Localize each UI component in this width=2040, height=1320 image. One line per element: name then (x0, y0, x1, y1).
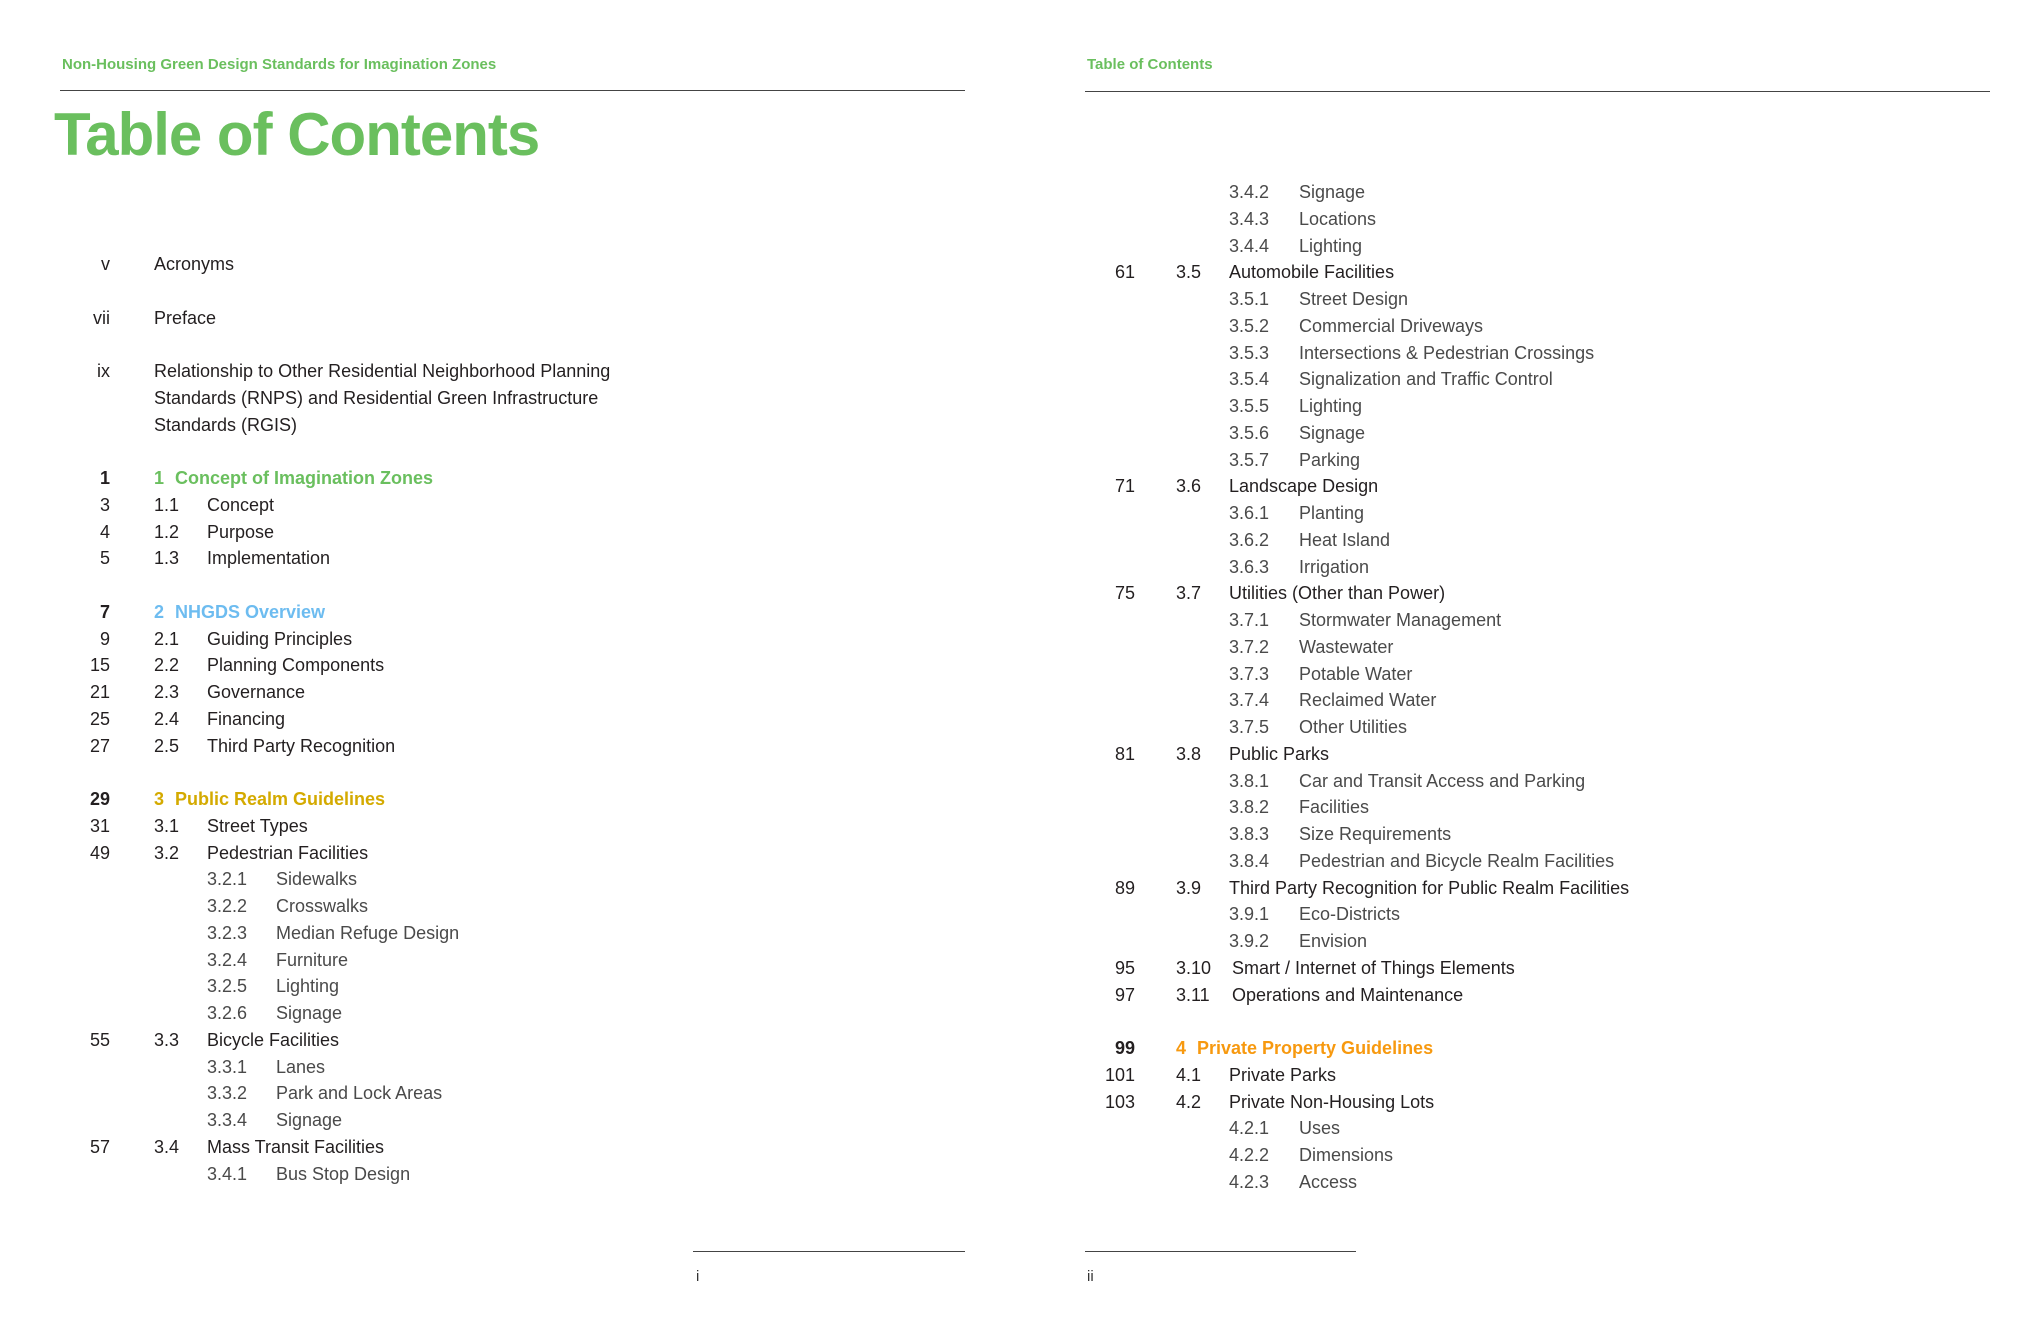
toc-section-title: Governance (207, 682, 306, 702)
toc-subsection-number: 3.3.2 (207, 1083, 248, 1104)
toc-section-number: 2.1 (154, 628, 180, 649)
toc-section-title: Private Parks (1229, 1064, 1337, 1085)
toc-page-number: 31 (89, 815, 110, 836)
running-head: Table of Contents (1087, 56, 1213, 73)
toc-subsection-number: 3.9.2 (1229, 931, 1270, 951)
toc-subsection-title: Envision (1299, 931, 1368, 951)
toc-section-number: 4.2 (1176, 1091, 1202, 1112)
toc-subsection-title: Dimensions (1299, 1145, 1394, 1165)
toc-subsection-number: 4.2.2 (1229, 1145, 1270, 1165)
toc-page-number: 97 (1114, 984, 1135, 1005)
toc-entry-title: Standards (RNPS) and Residential Green Infrastructure (154, 387, 599, 408)
toc-section-number: 4.1 (1176, 1064, 1202, 1085)
toc-subsection-number: 3.8.2 (1229, 797, 1270, 818)
toc-subsection-number: 3.2.4 (207, 949, 248, 970)
toc-page-number: 99 (1114, 1038, 1135, 1058)
toc-subsection-number: 3.4.2 (1229, 182, 1270, 202)
toc-page-number: 29 (89, 789, 110, 809)
toc-subsection-title: Access (1299, 1171, 1358, 1192)
toc-subsection-number: 3.5.6 (1229, 422, 1270, 443)
toc-subsection-title: Locations (1299, 208, 1377, 229)
toc-subsection-number: 3.8.4 (1229, 850, 1270, 871)
toc-section-title: Third Party Recognition (207, 735, 396, 756)
toc-subsection-number: 3.8.1 (1229, 770, 1270, 791)
toc-section-number: 3.9 (1176, 877, 1202, 898)
toc-subsection-number: 3.5.5 (1229, 396, 1270, 416)
toc-section-title: Automobile Facilities (1229, 262, 1395, 283)
toc-subsection-title: Lanes (276, 1056, 326, 1077)
toc-subsection-number: 3.5.4 (1229, 369, 1270, 390)
toc-section-number: 2.3 (154, 682, 180, 702)
toc-section-title: Bicycle Facilities (207, 1029, 340, 1050)
toc-section-number: 3.8 (1176, 743, 1202, 764)
toc-section-number: 2.2 (154, 655, 180, 676)
page-number: i (696, 1268, 700, 1285)
toc-subsection-number: 3.2.2 (207, 896, 248, 916)
toc-subsection-title: Signage (276, 1003, 343, 1023)
toc-subsection-title: Lighting (1299, 396, 1363, 416)
toc-chapter-number: 2 (154, 601, 165, 622)
toc-subsection-number: 3.2.6 (207, 1003, 248, 1023)
toc-subsection-title: Lighting (1299, 235, 1363, 256)
toc-section-title: Smart / Internet of Things Elements (1232, 957, 1515, 978)
toc-subsection-title: Uses (1299, 1118, 1341, 1139)
toc-chapter-number: 3 (154, 789, 165, 809)
toc-section-number: 1.1 (154, 494, 180, 515)
toc-subsection-number: 3.7.1 (1229, 610, 1270, 630)
toc-subsection-number: 3.4.4 (1229, 235, 1270, 256)
footer-rule (1085, 1251, 1356, 1252)
toc-section-number: 2.5 (154, 735, 180, 756)
toc-subsection-title: Furniture (276, 949, 349, 970)
toc-subsection-title: Other Utilities (1299, 717, 1408, 737)
toc-subsection-title: Street Design (1299, 289, 1409, 309)
toc-subsection-number: 3.6.1 (1229, 503, 1270, 523)
toc-subsection-title: Stormwater Management (1299, 610, 1502, 630)
toc-subsection-title: Signage (1299, 422, 1366, 443)
toc-page-number: 27 (89, 735, 110, 756)
toc-section-title: Operations and Maintenance (1232, 984, 1464, 1005)
toc-chapter-title: Public Realm Guidelines (175, 789, 386, 809)
toc-section-number: 3.11 (1176, 984, 1210, 1005)
toc-subsection-number: 3.5.1 (1229, 289, 1270, 309)
toc-subsection-title: Lighting (276, 976, 340, 997)
toc-page-number: 7 (99, 601, 110, 622)
toc-subsection-title: Park and Lock Areas (276, 1083, 443, 1104)
toc-subsection-title: Car and Transit Access and Parking (1299, 770, 1586, 791)
toc-page-number: 21 (89, 682, 110, 702)
toc-subsection-title: Crosswalks (276, 896, 369, 916)
toc-page-number: 95 (1114, 957, 1135, 978)
page-title: Table of Contents (54, 101, 540, 168)
header-rule (1085, 91, 1990, 92)
toc-subsection-number: 3.2.3 (207, 922, 248, 943)
toc-page-number: 55 (89, 1029, 110, 1050)
toc-section-title: Guiding Principles (207, 628, 353, 649)
toc-page-number: 103 (1104, 1091, 1135, 1112)
toc-page-number: 3 (99, 494, 110, 515)
toc-section-number: 3.5 (1176, 262, 1202, 283)
toc-page-number: 4 (99, 521, 110, 542)
toc-subsection-title: Sidewalks (276, 869, 358, 890)
toc-subsection-number: 3.8.3 (1229, 824, 1270, 844)
toc-subsection-title: Wastewater (1299, 636, 1394, 657)
toc-page-number: 71 (1114, 476, 1135, 497)
toc-section-number: 3.7 (1176, 583, 1202, 604)
toc-subsection-number: 3.4.3 (1229, 208, 1270, 229)
toc-page-number: 1 (99, 468, 110, 488)
toc-subsection-number: 3.7.2 (1229, 636, 1270, 657)
toc-section-number: 1.2 (154, 521, 180, 542)
toc-entry-title: Preface (154, 307, 217, 328)
toc-page-number: 57 (89, 1136, 110, 1157)
header-rule (60, 90, 965, 91)
toc-section-number: 3.2 (154, 842, 180, 863)
toc-subsection-number: 3.7.3 (1229, 663, 1270, 684)
toc-page-number: 49 (89, 842, 110, 863)
toc-page-number: 81 (1114, 743, 1135, 764)
toc-chapter-number: 4 (1176, 1038, 1187, 1058)
footer-rule (693, 1251, 965, 1252)
toc-section-title: Private Non-Housing Lots (1229, 1091, 1435, 1112)
toc-subsection-title: Parking (1299, 449, 1361, 470)
toc-subsection-number: 4.2.1 (1229, 1118, 1270, 1139)
toc-subsection-number: 3.5.7 (1229, 449, 1270, 470)
toc-page-number: 101 (1104, 1064, 1135, 1085)
toc-section-title: Landscape Design (1229, 476, 1379, 497)
toc-subsection-number: 3.6.2 (1229, 529, 1270, 550)
toc-chapter-number: 1 (154, 468, 165, 488)
toc-section-title: Financing (207, 708, 286, 729)
toc-subsection-number: 3.9.1 (1229, 904, 1270, 925)
toc-subsection-title: Heat Island (1299, 529, 1391, 550)
toc-section-title: Implementation (207, 548, 331, 569)
toc-page-number: v (101, 254, 110, 274)
toc-page-number: 5 (99, 548, 110, 569)
toc-subsection-number: 3.6.3 (1229, 556, 1270, 577)
toc-subsection-number: 3.2.5 (207, 976, 248, 997)
toc-section-number: 3.10 (1176, 957, 1212, 978)
toc-subsection-number: 3.5.3 (1229, 342, 1270, 363)
toc-subsection-title: Bus Stop Design (276, 1163, 411, 1184)
toc-entry-title: Acronyms (154, 254, 235, 274)
toc-section-title: Utilities (Other than Power) (1229, 583, 1446, 604)
toc-subsection-number: 4.2.3 (1229, 1171, 1270, 1192)
toc-subsection-title: Potable Water (1299, 663, 1413, 684)
toc-subsection-title: Planting (1299, 503, 1365, 523)
toc-section-number: 3.3 (154, 1029, 180, 1050)
toc-page-number: 89 (1114, 877, 1135, 898)
toc-entry-title: Relationship to Other Residential Neighborhood Planning (154, 361, 611, 381)
toc-subsection-title: Signalization and Traffic Control (1299, 369, 1553, 390)
page-number: ii (1087, 1268, 1094, 1285)
toc-section-title: Third Party Recognition for Public Realm Facilities (1229, 877, 1630, 898)
toc-section-number: 1.3 (154, 548, 180, 569)
toc-chapter-title: NHGDS Overview (175, 601, 326, 622)
toc-page-number: vii (93, 307, 110, 328)
toc-section-number: 3.6 (1176, 476, 1202, 497)
toc-subsection-number: 3.4.1 (207, 1163, 248, 1184)
toc-page-number: ix (97, 361, 110, 381)
toc-subsection-number: 3.5.2 (1229, 315, 1270, 336)
toc-subsection-title: Signage (1299, 182, 1366, 202)
toc-subsection-title: Pedestrian and Bicycle Realm Facilities (1299, 850, 1615, 871)
toc-section-title: Pedestrian Facilities (207, 842, 369, 863)
toc-page-number: 9 (99, 628, 110, 649)
toc-page-number: 15 (89, 655, 110, 676)
toc-page-number: 25 (89, 708, 110, 729)
toc-subsection-number: 3.3.4 (207, 1110, 248, 1130)
toc-section-number: 3.1 (154, 815, 180, 836)
toc-page-number: 61 (1114, 262, 1135, 283)
toc-section-title: Planning Components (207, 655, 385, 676)
toc-section-number: 2.4 (154, 708, 180, 729)
toc-subsection-number: 3.2.1 (207, 869, 248, 890)
toc-subsection-title: Irrigation (1299, 556, 1370, 577)
toc-subsection-title: Signage (276, 1110, 343, 1130)
toc-subsection-number: 3.7.5 (1229, 717, 1270, 737)
toc-section-number: 3.4 (154, 1136, 180, 1157)
toc-subsection-title: Eco-Districts (1299, 904, 1401, 925)
toc-subsection-title: Commercial Driveways (1299, 315, 1484, 336)
toc-entry-title: Standards (RGIS) (154, 414, 298, 435)
toc-section-title: Street Types (207, 815, 308, 836)
toc-chapter-title: Concept of Imagination Zones (175, 468, 434, 488)
toc-subsection-title: Size Requirements (1299, 824, 1452, 844)
toc-subsection-title: Median Refuge Design (276, 922, 460, 943)
toc-section-title: Purpose (207, 521, 275, 542)
toc-subsection-title: Facilities (1299, 797, 1370, 818)
toc-section-title: Public Parks (1229, 743, 1330, 764)
toc-subsection-title: Intersections & Pedestrian Crossings (1299, 342, 1595, 363)
toc-section-title: Mass Transit Facilities (207, 1136, 385, 1157)
toc-chapter-title: Private Property Guidelines (1197, 1038, 1434, 1058)
toc-page-number: 75 (1114, 583, 1135, 604)
running-head: Non-Housing Green Design Standards for Imagination Zones (62, 56, 497, 73)
toc-subsection-number: 3.7.4 (1229, 690, 1270, 711)
toc-subsection-title: Reclaimed Water (1299, 690, 1437, 711)
toc-section-title: Concept (207, 494, 275, 515)
toc-subsection-number: 3.3.1 (207, 1056, 248, 1077)
